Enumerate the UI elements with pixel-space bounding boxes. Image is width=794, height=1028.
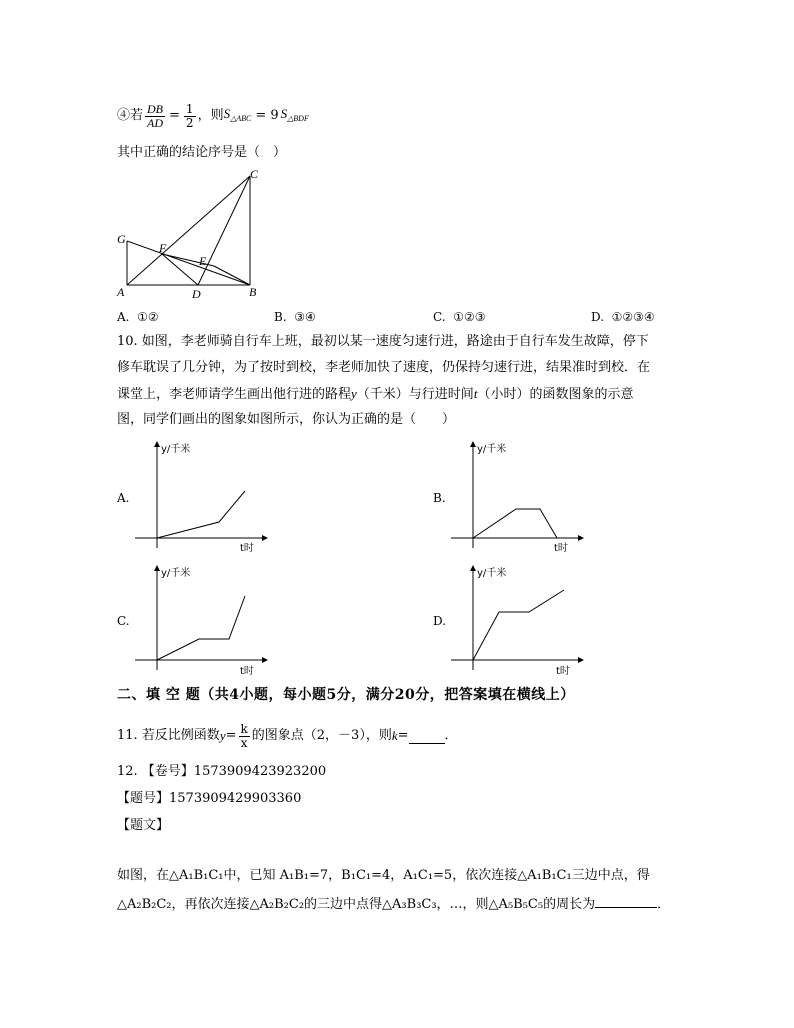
y-axis-label: y/千米 <box>477 444 507 455</box>
segment-gb <box>127 241 250 285</box>
q9-choice-c[interactable] <box>433 307 486 327</box>
q10-line3-b: （千米）与行进时间 <box>356 387 474 402</box>
label-a: A <box>117 285 125 299</box>
q11 <box>117 716 458 756</box>
q10-graph-a[interactable] <box>130 436 270 556</box>
q9-frac2-numerator: 1 <box>185 101 194 116</box>
q9-frac2-denominator: 2 <box>185 115 194 130</box>
q12-body-line1: 如图，在△A₁B₁C₁中，已知 A₁B₁=7，B₁C₁=4，A₁C₁=5，依次连接△A₁B₁C₁三边中点，得 <box>117 868 650 883</box>
q12-tiwen: 【题文】 <box>117 818 170 833</box>
q9-s2-subscript: △BDF <box>287 113 309 123</box>
x-axis-label: t时 <box>240 543 254 554</box>
q10-line4: 图，同学们画出的图象如图所示，你认为正确的是（ ） <box>117 412 456 427</box>
x-axis-label: t时 <box>556 666 570 677</box>
q11-frac-numerator: k <box>240 721 248 736</box>
q11-equals: = <box>225 728 237 743</box>
q9-fraction-one-half <box>184 103 196 130</box>
q9-s1-subscript: △ABC <box>230 113 252 123</box>
q9-s-letter-2: S <box>280 105 288 121</box>
choice-letter: D. <box>591 310 605 324</box>
q10-graph-d-letter[interactable]: D. <box>433 614 447 628</box>
q11-answer-blank[interactable] <box>409 729 445 744</box>
q10-line2: 修车耽误了几分钟，为了按时到校，李老师加快了速度，仍保持匀速行进，结果准时到校．在 <box>117 360 651 375</box>
segment-dc <box>198 176 250 285</box>
label-g: G <box>117 232 126 246</box>
segment-eb <box>214 266 250 285</box>
section2-heading: 二、填 空 题（共4小题，每小题5分，满分20分，把答案填在横线上） <box>117 687 575 703</box>
q10-line3-c: （小时）的函数图象的示意 <box>477 387 634 402</box>
graph-line <box>473 509 557 538</box>
label-d: D <box>192 287 201 301</box>
q9-s-letter: S <box>223 105 231 121</box>
q12-answer-blank[interactable] <box>595 893 657 908</box>
q10-graph-a-letter[interactable]: A. <box>117 491 130 505</box>
q9-equals-nine: = 9 <box>255 108 279 123</box>
choice-text: ①② <box>137 310 159 324</box>
choice-text: ①②③④ <box>611 310 655 324</box>
q9-choice-a[interactable] <box>117 307 159 327</box>
q9-then: ，则 <box>197 108 224 123</box>
y-axis-label: y/千米 <box>161 444 191 455</box>
q9-frac1-denominator: AD <box>147 115 164 130</box>
q10-graph-b-letter[interactable]: B. <box>433 491 446 505</box>
q12-tihao: 【题号】1573909429903360 <box>117 791 302 806</box>
q9-question: 其中正确的结论序号是（ ） <box>117 145 287 160</box>
choice-letter: C. <box>433 310 446 324</box>
q11-end: ． <box>444 728 458 743</box>
q9-choice-b[interactable] <box>274 307 316 327</box>
choice-letter: B. <box>274 310 287 324</box>
label-f: F <box>159 241 167 255</box>
q11-var-y: y <box>219 728 226 743</box>
label-c: C <box>250 167 259 181</box>
q9-area-abc <box>224 104 252 129</box>
graph-line <box>473 590 564 660</box>
q11-suffix: = <box>397 728 409 743</box>
q11-fraction-k-x <box>239 723 250 750</box>
q10-var-t: t <box>473 386 478 401</box>
q9-item4-prefix: ④若 <box>117 108 144 123</box>
graph-line <box>157 491 245 538</box>
choice-text: ③④ <box>294 310 316 324</box>
q9-item4 <box>117 96 309 136</box>
x-axis-label: t时 <box>554 543 568 554</box>
q12-end: ． <box>657 897 671 912</box>
q11-prefix: 11. 若反比例函数 <box>117 728 220 743</box>
q9-choice-d[interactable] <box>591 307 655 327</box>
q12-body-line2 <box>117 893 670 915</box>
q9-area-bdf <box>281 104 309 129</box>
q11-var-k: k <box>391 728 398 743</box>
q10-graph-d[interactable] <box>446 560 586 680</box>
q9-frac1-numerator: DB <box>147 101 164 116</box>
q10-graph-b[interactable] <box>446 436 586 556</box>
q9-equals: = <box>169 108 180 123</box>
q10-graph-c-letter[interactable]: C. <box>117 614 130 628</box>
choice-letter: A. <box>117 310 130 324</box>
y-axis-label: y/千米 <box>477 568 507 579</box>
choice-text: ①②③ <box>453 310 486 324</box>
q10-graph-c[interactable] <box>130 560 270 680</box>
q10-var-y: y <box>351 386 357 401</box>
x-axis-label: t时 <box>240 666 254 677</box>
q10-line3-a: 课堂上，李老师请学生画出他行进的路程 <box>117 387 352 402</box>
segment-ac <box>127 176 250 285</box>
y-axis-label: y/千米 <box>161 568 191 579</box>
q10-line3 <box>117 384 633 405</box>
q9-geometry-figure <box>112 164 272 304</box>
q12-body-line2-text: △A₂B₂C₂，再依次连接△A₂B₂C₂的三边中点得△A₃B₃C₃，…，则△A₅B₅C₅的周长为 <box>117 897 596 912</box>
label-b: B <box>249 285 257 299</box>
q11-frac-denominator: x <box>240 735 248 750</box>
label-e: E <box>199 254 207 268</box>
q12-juanhao: 12. 【卷号】1573909423923200 <box>117 764 327 779</box>
graph-line <box>157 596 245 660</box>
q10-line1: 10. 如图，李老师骑自行车上班，最初以某一速度匀速行进，路途由于自行车发生故障，停下 <box>117 334 649 349</box>
q11-middle: 的图象点（2，－3），则 <box>251 728 392 743</box>
q9-fraction-db-ad <box>145 103 165 130</box>
